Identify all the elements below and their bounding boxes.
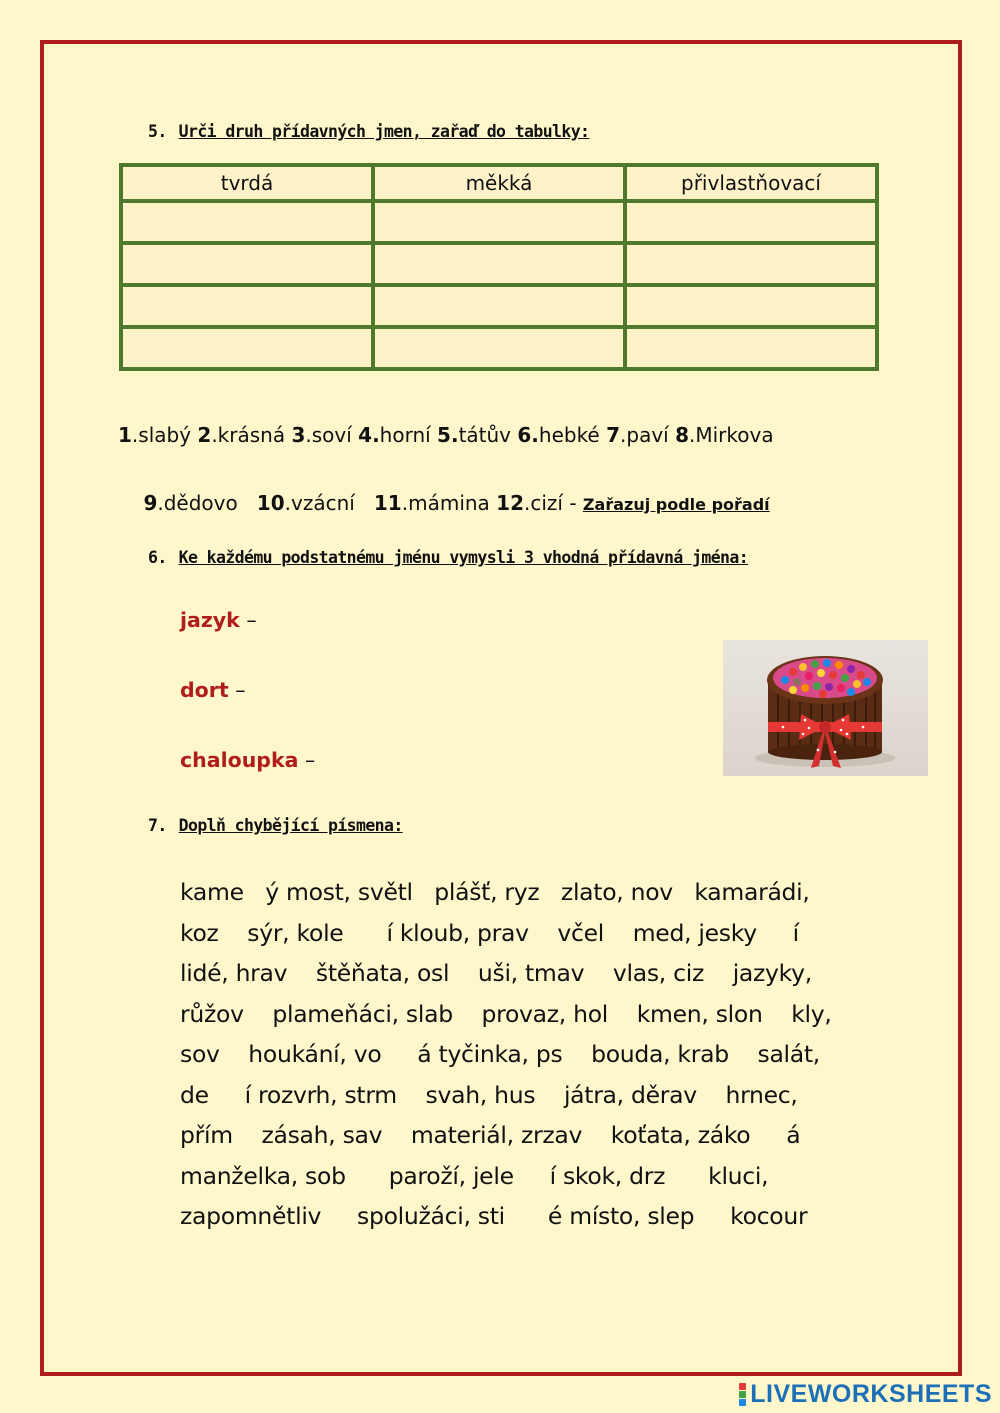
word: tátův	[458, 423, 518, 447]
fill-line[interactable]: kame ý most, světl plášť, ryz zlato, nov kamarádi,	[180, 878, 810, 906]
table-row	[121, 243, 877, 285]
answer-cell[interactable]	[121, 243, 373, 285]
word: .soví	[305, 423, 359, 447]
word-number: 10	[256, 491, 285, 515]
word: .paví	[620, 423, 676, 447]
word-number: 2	[197, 423, 212, 447]
answer-cell[interactable]	[625, 285, 877, 327]
table-row	[121, 327, 877, 369]
logo-block	[739, 1383, 746, 1390]
answer-cell[interactable]	[373, 327, 625, 369]
noun-dash: –	[298, 748, 316, 772]
task5-number: 5.	[148, 122, 167, 141]
answer-cell[interactable]	[373, 243, 625, 285]
noun-dash: –	[239, 608, 257, 632]
liveworksheets-brand[interactable]	[739, 1380, 992, 1409]
fill-in-text	[180, 872, 900, 1237]
word-number: 3	[291, 423, 306, 447]
word-number: 4.	[358, 423, 380, 447]
task5-heading	[148, 122, 589, 141]
word: .vzácní	[284, 491, 374, 515]
answer-cell[interactable]	[625, 243, 877, 285]
column-header-possessive: přivlastňovací	[625, 165, 877, 201]
logo-block	[739, 1391, 746, 1398]
column-header-soft: měkká	[373, 165, 625, 201]
task5-title: Urči druh přídavných jmen, zařaď do tabulky:	[178, 122, 590, 141]
brand-name: LIVEWORKSHEETS	[750, 1380, 992, 1408]
answer-cell[interactable]	[121, 201, 373, 243]
word-number: 12	[496, 491, 525, 515]
word-number: 6.	[517, 423, 539, 447]
word-list-line-1	[118, 418, 774, 452]
fill-line[interactable]: přím zásah, sav materiál, zrzav koťata, záko á	[180, 1121, 801, 1149]
word-list	[118, 418, 774, 556]
noun-word: chaloupka	[180, 748, 299, 772]
noun-item	[180, 608, 257, 632]
word-number: 7	[606, 423, 621, 447]
word-number: 11	[373, 491, 402, 515]
word-number: 9	[143, 491, 158, 515]
word-number: 8	[675, 423, 690, 447]
cake-icon	[723, 640, 928, 776]
answer-cell[interactable]	[121, 327, 373, 369]
answer-cell[interactable]	[625, 201, 877, 243]
noun-word: jazyk	[180, 608, 240, 632]
word: hebké	[538, 423, 607, 447]
task6-number: 6.	[148, 548, 167, 567]
word-number: 1	[118, 423, 132, 447]
noun-item	[180, 678, 245, 702]
task6-title: Ke každému podstatnému jménu vymysli 3 vhodná přídavná jména:	[178, 548, 749, 567]
word: .dědovo	[157, 491, 257, 515]
task7-title: Doplň chybějící písmena:	[178, 816, 403, 835]
fill-line[interactable]: zapomnětliv spolužáci, sti é místo, slep kocour	[180, 1202, 808, 1230]
sorting-instruction: Zařazuj podle pořadí	[582, 495, 770, 514]
fill-line[interactable]: de í rozvrh, strm svah, hus játra, děrav hrnec,	[180, 1080, 798, 1109]
fill-line[interactable]: růžov plameňáci, slab provaz, hol kmen, slon kly,	[180, 999, 832, 1028]
word: horní	[379, 423, 438, 447]
cake-photo	[723, 640, 928, 776]
table-header-row	[121, 165, 877, 201]
answer-cell[interactable]	[121, 285, 373, 327]
word: .krásná	[211, 423, 292, 447]
answer-cell[interactable]	[625, 327, 877, 369]
column-header-hard: tvrdá	[121, 165, 373, 201]
logo-block	[739, 1399, 746, 1406]
answer-cell[interactable]	[373, 201, 625, 243]
word: .slabý	[131, 423, 198, 447]
noun-item	[180, 748, 315, 772]
word: .Mirkova	[689, 423, 774, 447]
fill-line[interactable]: lidé, hrav štěňata, osl uši, tmav vlas, ciz jazyky,	[180, 959, 812, 987]
table-row	[121, 285, 877, 327]
noun-word: dort	[180, 678, 229, 702]
table-row	[121, 201, 877, 243]
fill-line[interactable]: manželka, sob paroží, jele í skok, drz kluci,	[180, 1161, 769, 1190]
word: .cizí -	[524, 491, 583, 515]
task7-heading	[148, 816, 403, 835]
word-number: 5.	[437, 423, 459, 447]
task6-heading	[148, 548, 748, 567]
fill-line[interactable]: sov houkání, vo á tyčinka, ps bouda, krab salát,	[180, 1040, 820, 1068]
word-list-line-2	[118, 452, 774, 556]
classification-table	[119, 163, 879, 371]
word: .mámina	[401, 491, 497, 515]
noun-dash: –	[228, 678, 246, 702]
answer-cell[interactable]	[373, 285, 625, 327]
task7-number: 7.	[148, 816, 167, 835]
liveworksheets-logo-icon	[739, 1383, 746, 1406]
fill-line[interactable]: koz sýr, kole í kloub, prav včel med, jesky í	[180, 918, 799, 947]
